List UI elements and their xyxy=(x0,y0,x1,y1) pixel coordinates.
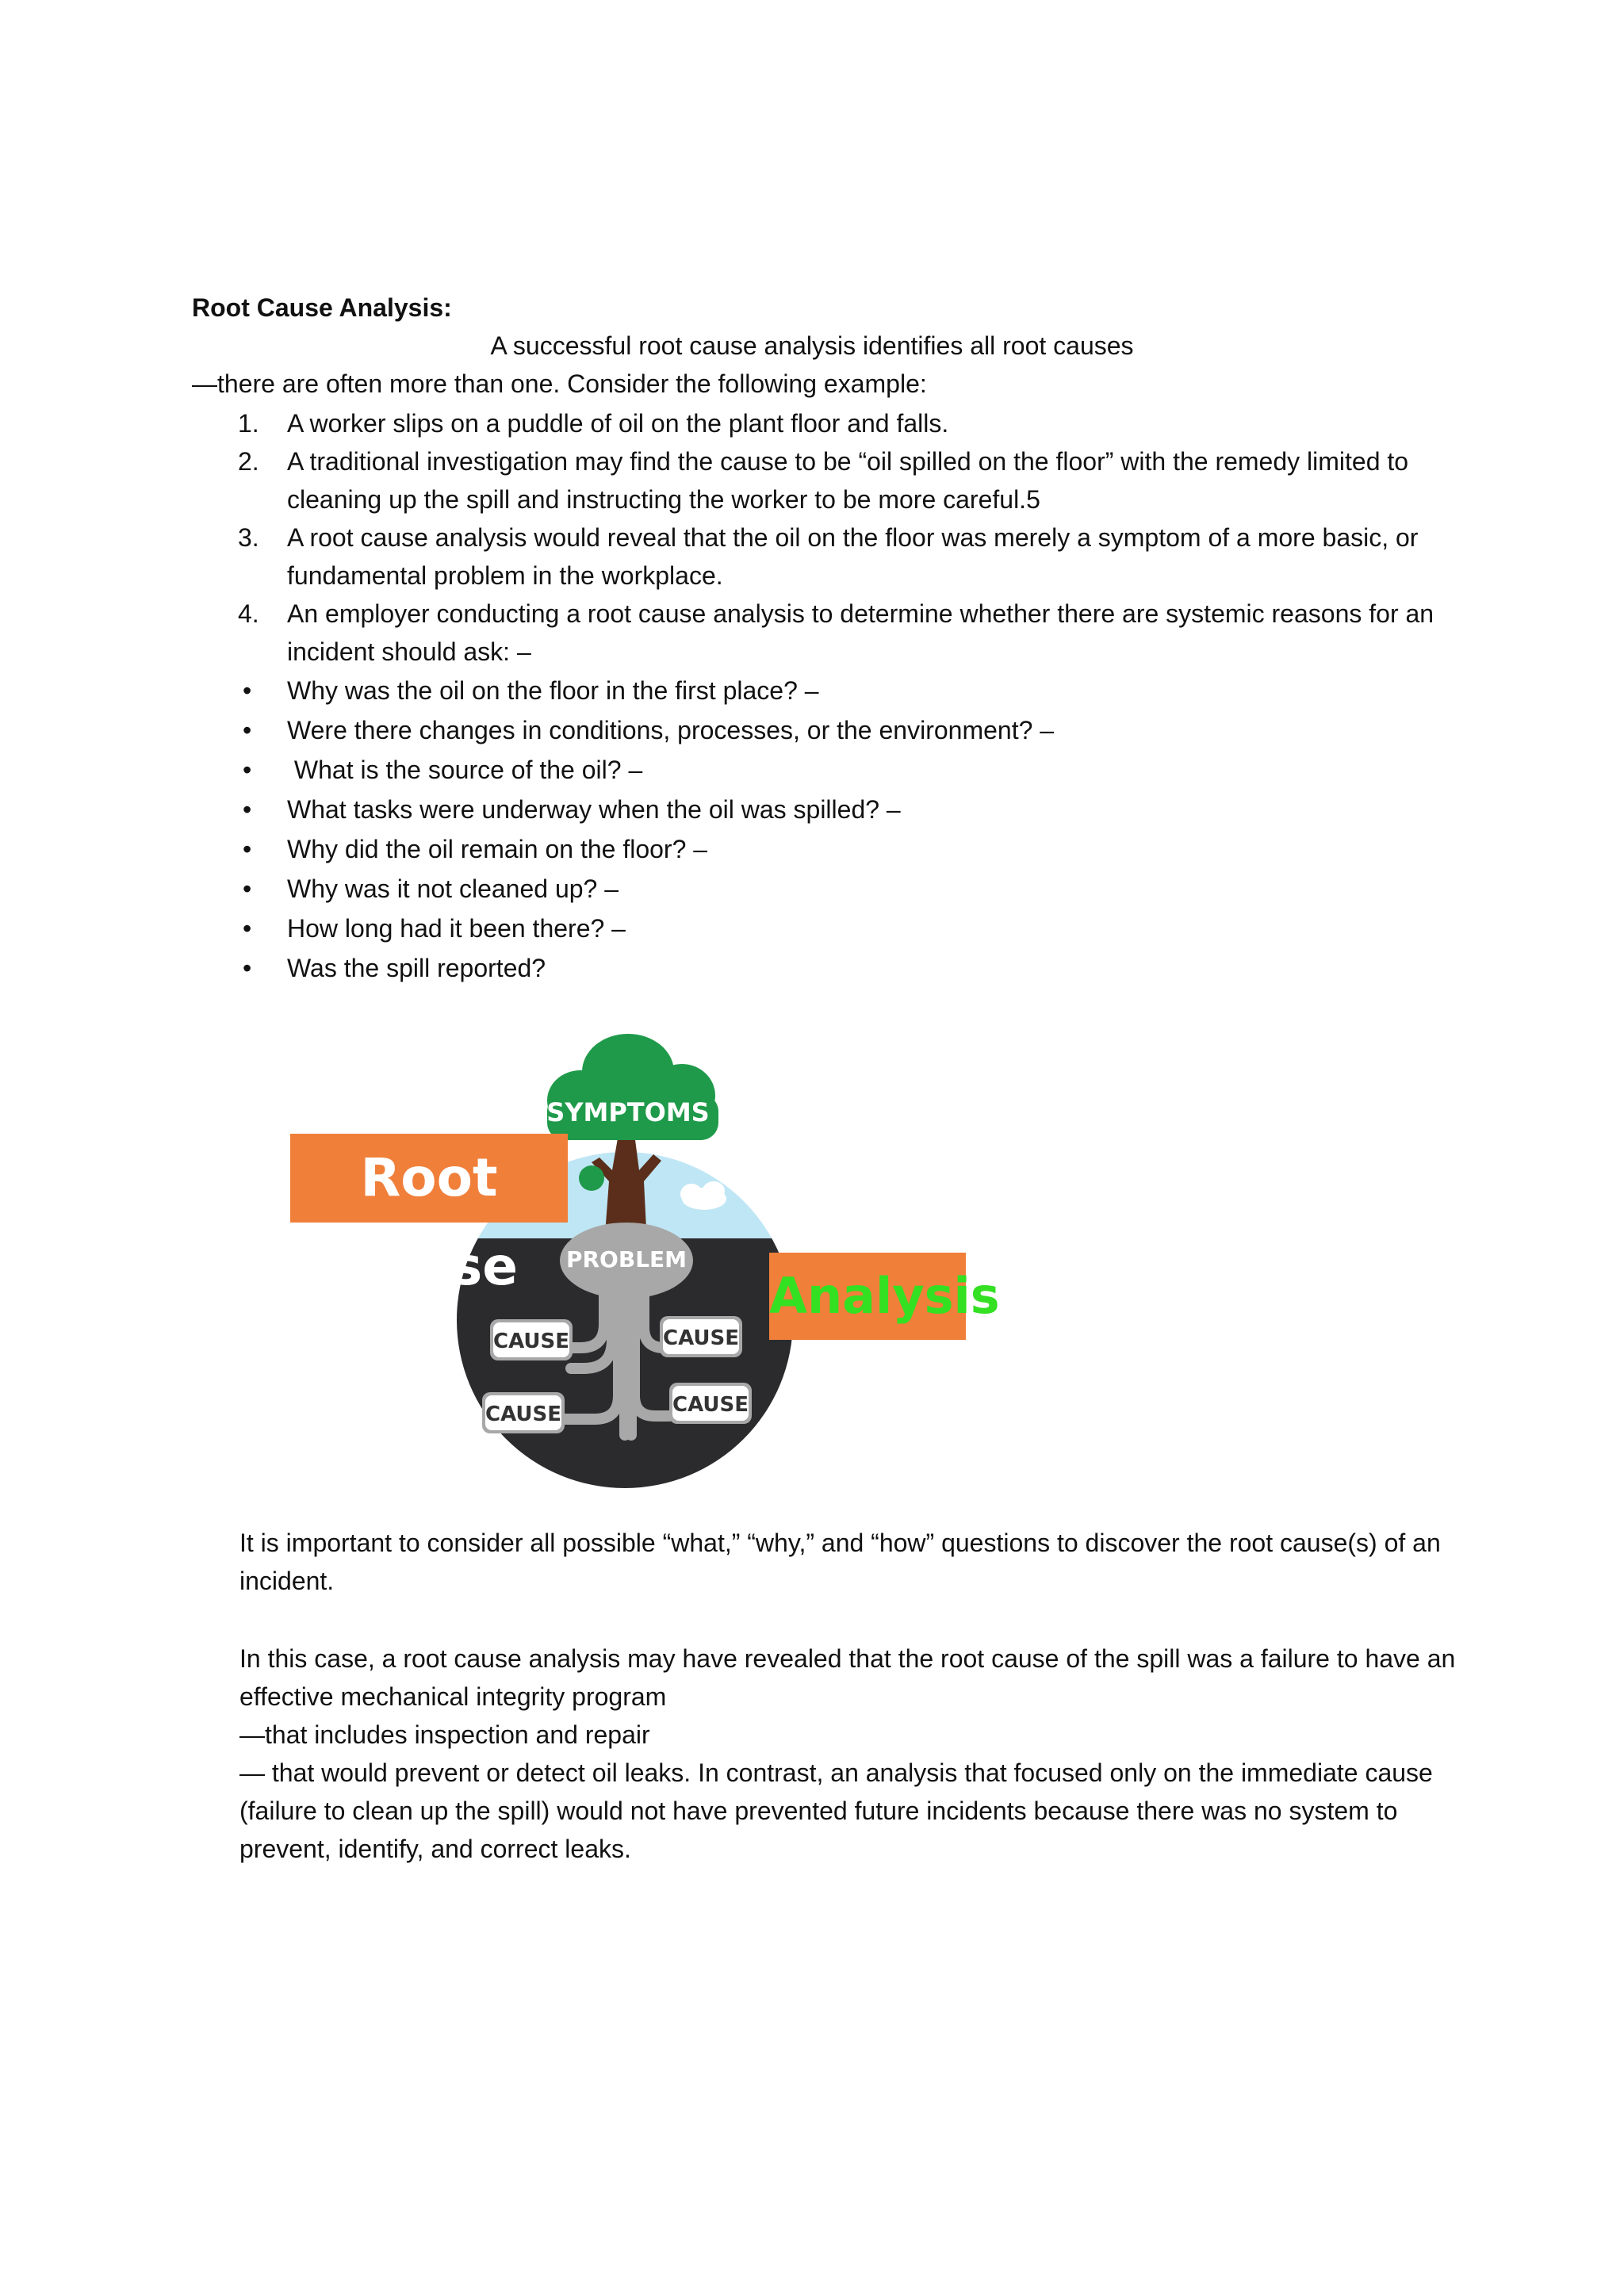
bullet-item xyxy=(192,909,1445,948)
analysis-label: Analysis xyxy=(769,1253,966,1340)
conclusion-line: —that includes inspection and repair xyxy=(239,1720,650,1749)
item-number: 3. xyxy=(238,523,259,552)
numbered-item xyxy=(192,442,1445,519)
bullet-text: Were there changes in conditions, processes, or the environment? – xyxy=(287,716,1055,744)
symptoms-label: SYMPTOMS xyxy=(546,1097,710,1127)
cause-label: CAUSE xyxy=(492,1330,570,1353)
example-list xyxy=(192,404,1445,988)
conclusion-line: — that would prevent or detect oil leaks. In contrast, an analysis that focused only on the immediate cause (failure to clean up the spill) would not have prevented future incidents because there was no system to prevent, identify, and correct leaks. xyxy=(239,1758,1433,1863)
leaf-icon xyxy=(579,1165,604,1191)
bullet-item xyxy=(192,790,1445,829)
bullet-item xyxy=(192,829,1445,869)
root-cause-illustration xyxy=(285,1023,1000,1530)
bullet-item xyxy=(192,710,1445,750)
item-number: 4. xyxy=(238,599,259,628)
bullet-item xyxy=(192,671,1445,710)
intro-line-1: A successful root cause analysis identifies all root causes xyxy=(490,331,1134,360)
item-number: 2. xyxy=(238,447,259,476)
problem-label: PROBLEM xyxy=(565,1246,688,1272)
cause-label: CAUSE xyxy=(662,1326,740,1350)
bullet-icon: • xyxy=(243,954,252,982)
bullet-text: What tasks were underway when the oil was spilled? – xyxy=(287,795,901,824)
bullet-icon: • xyxy=(243,835,252,863)
numbered-item xyxy=(192,519,1445,595)
bullet-icon: • xyxy=(243,756,252,784)
bullet-icon: • xyxy=(243,795,252,824)
bullet-text: Why was the oil on the floor in the first place? – xyxy=(287,676,819,705)
bullet-item xyxy=(192,869,1445,909)
numbered-item xyxy=(192,404,1445,442)
bullet-item xyxy=(192,948,1445,988)
bullet-text: Was the spill reported? xyxy=(287,954,546,982)
section-heading: Root Cause Analysis: xyxy=(192,293,452,322)
bullet-item xyxy=(192,750,1445,790)
cause-box xyxy=(490,1319,573,1360)
bullet-icon: • xyxy=(243,914,252,943)
paragraph-questions: It is important to consider all possible “what,” “why,” and “how” questions to discover the root cause(s) of an incident. xyxy=(239,1529,1441,1595)
numbered-item xyxy=(192,595,1445,671)
bullet-icon: • xyxy=(243,676,252,705)
bullet-text: What is the source of the oil? – xyxy=(287,756,643,784)
root-cause-label: Root Cause xyxy=(290,1134,568,1223)
paragraph-conclusion xyxy=(239,1640,1461,1868)
bullet-text: Why was it not cleaned up? – xyxy=(287,874,619,903)
item-text: A traditional investigation may find the cause to be “oil spilled on the floor” with the remedy limited to cleaning up the spill and instructing the worker to be more careful.5 xyxy=(287,447,1409,514)
cause-box xyxy=(482,1392,565,1433)
conclusion-line: In this case, a root cause analysis may have revealed that the root cause of the spill was a failure to have an effective mechanical integrity program xyxy=(239,1644,1456,1711)
cause-box xyxy=(660,1316,742,1357)
bullet-icon: • xyxy=(243,716,252,744)
bullet-text: Why did the oil remain on the floor? – xyxy=(287,835,708,863)
intro-line-2: —there are often more than one. Consider the following example: xyxy=(192,369,927,398)
item-number: 1. xyxy=(238,409,259,438)
cause-box xyxy=(669,1383,752,1424)
bullet-icon: • xyxy=(243,874,252,903)
item-text: A worker slips on a puddle of oil on the plant floor and falls. xyxy=(287,409,949,438)
item-text: A root cause analysis would reveal that the oil on the floor was merely a symptom of a more basic, or fundamental problem in the workplace. xyxy=(287,523,1419,590)
cause-label: CAUSE xyxy=(672,1393,749,1417)
bullet-text: How long had it been there? – xyxy=(287,914,626,943)
cause-label: CAUSE xyxy=(485,1402,562,1426)
item-text: An employer conducting a root cause analysis to determine whether there are systemic reasons for an incident should ask: – xyxy=(287,599,1434,666)
